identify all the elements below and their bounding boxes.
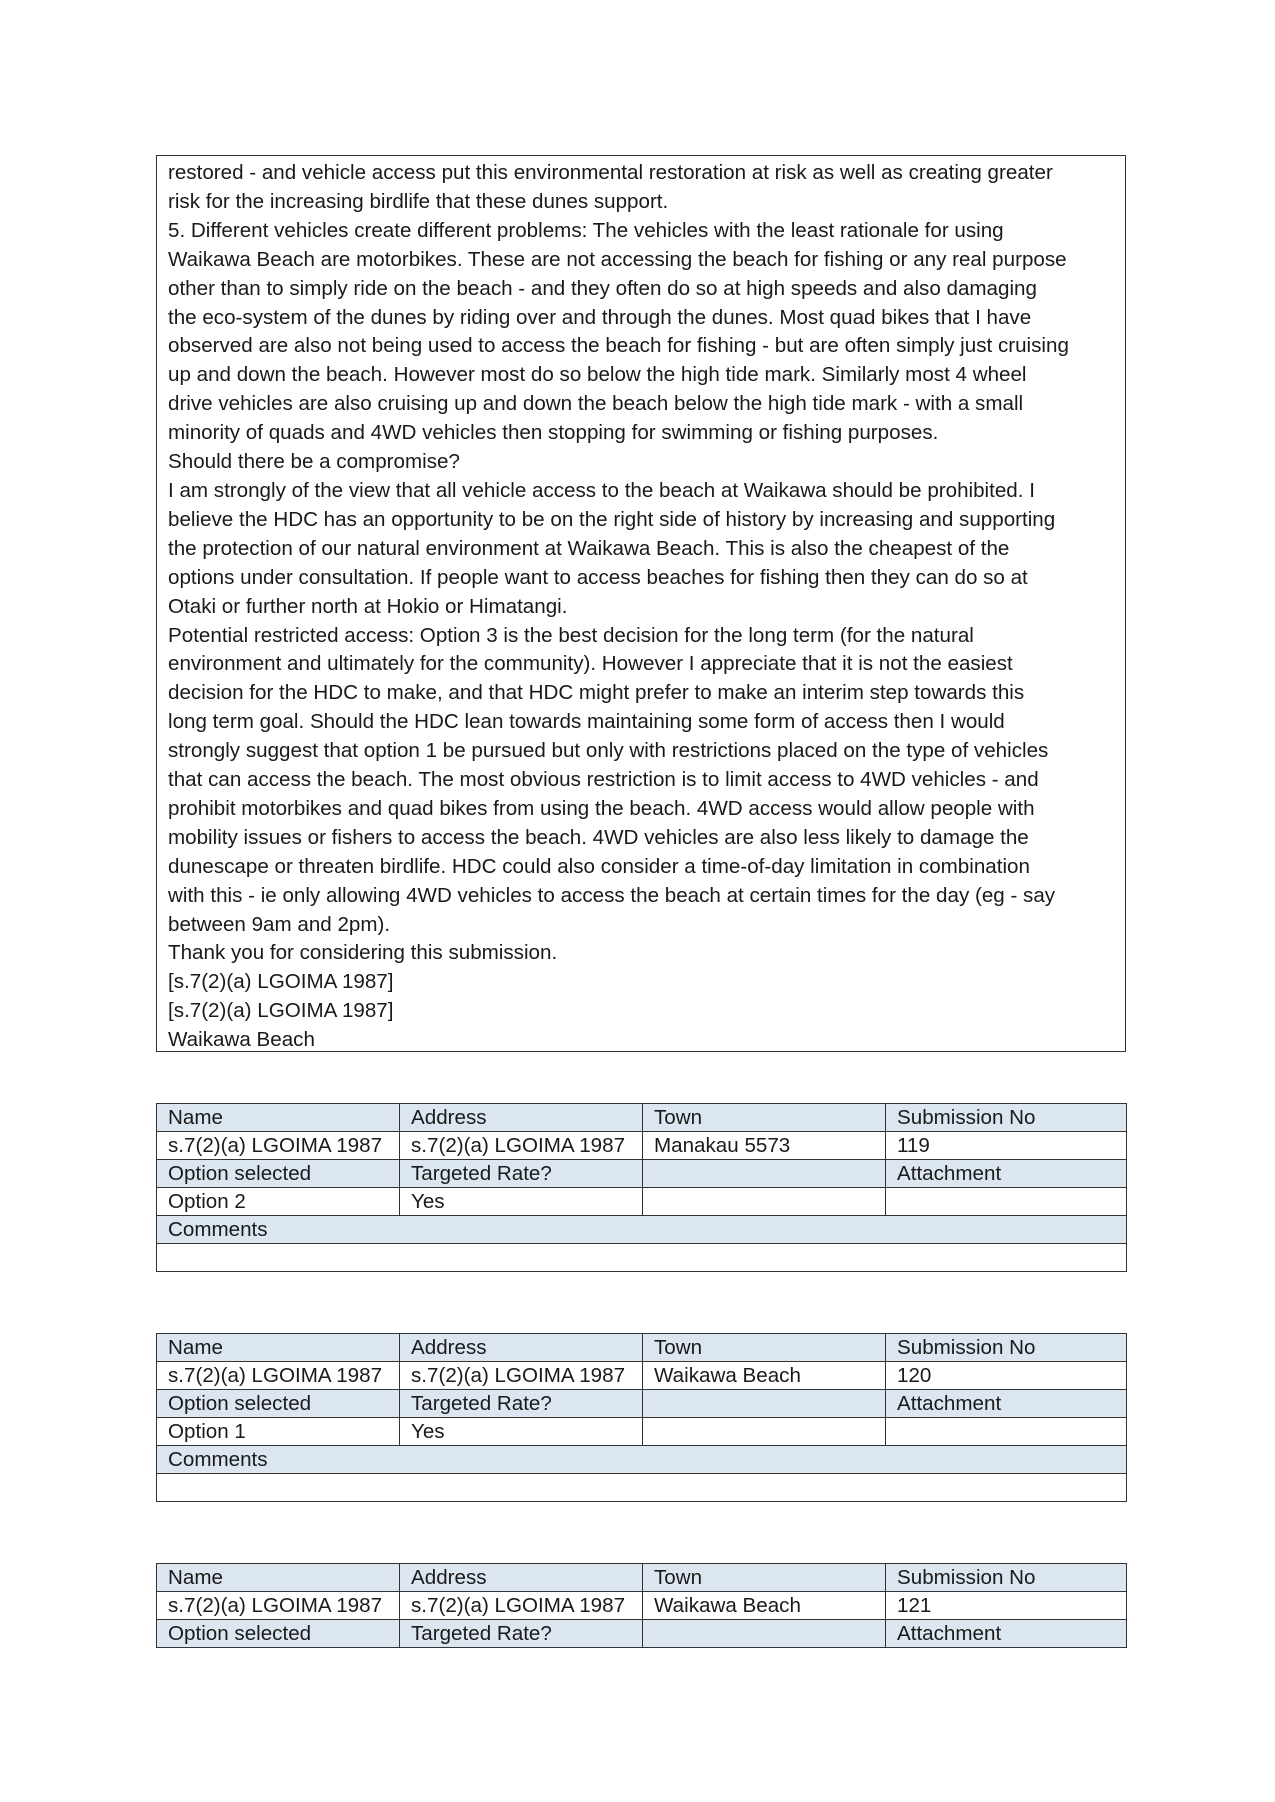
comment-line: Waikawa Beach are motorbikes. These are not accessing the beach for fishing or any real purpose [168, 247, 1067, 271]
comments-value [157, 1474, 1127, 1502]
targeted-rate-label: Targeted Rate? [400, 1160, 643, 1188]
comment-line: believe the HDC has an opportunity to be on the right side of history by increasing and supporting [168, 507, 1056, 531]
details-row [157, 1132, 1127, 1160]
comment-line: 5. Different vehicles create different problems: The vehicles with the least rationale for using [168, 218, 1004, 242]
town-value: Waikawa Beach [643, 1592, 886, 1620]
submission-no-value: 121 [886, 1592, 1127, 1620]
comments-row [157, 1474, 1127, 1502]
town-value: Waikawa Beach [643, 1362, 886, 1390]
comment-line: mobility issues or fishers to access the beach. 4WD vehicles are also less likely to damage the [168, 825, 1029, 849]
name-label: Name [157, 1334, 400, 1362]
options-header-row [157, 1160, 1127, 1188]
submission-no-label: Submission No [886, 1564, 1127, 1592]
attachment-value [886, 1418, 1127, 1446]
comment-line: observed are also not being used to access the beach for fishing - but are often simply just cruising [168, 334, 1069, 358]
town-label: Town [643, 1104, 886, 1132]
comment-line: I am strongly of the view that all vehicle access to the beach at Waikawa should be prohibited. I [168, 478, 1035, 502]
options-row [157, 1188, 1127, 1216]
comment-line: Waikawa Beach [168, 1028, 315, 1052]
options-row [157, 1418, 1127, 1446]
submission-table-121 [156, 1563, 1127, 1648]
options-header-row [157, 1390, 1127, 1418]
name-label: Name [157, 1564, 400, 1592]
empty-cell [643, 1160, 886, 1188]
option-selected-label: Option selected [157, 1620, 400, 1648]
empty-cell [400, 1446, 643, 1474]
address-value: s.7(2)(a) LGOIMA 1987 [400, 1132, 643, 1160]
town-label: Town [643, 1564, 886, 1592]
targeted-rate-label: Targeted Rate? [400, 1390, 643, 1418]
comments-header-row [157, 1446, 1127, 1474]
town-label: Town [643, 1334, 886, 1362]
submission-no-label: Submission No [886, 1334, 1127, 1362]
comments-value [157, 1244, 1127, 1272]
comment-line: minority of quads and 4WD vehicles then stopping for swimming or fishing purposes. [168, 421, 939, 445]
empty-cell [886, 1446, 1127, 1474]
details-row [157, 1362, 1127, 1390]
address-label: Address [400, 1104, 643, 1132]
option-value: Option 1 [157, 1418, 400, 1446]
submission-no-label: Submission No [886, 1104, 1127, 1132]
comment-line: risk for the increasing birdlife that these dunes support. [168, 189, 669, 213]
empty-cell [400, 1216, 643, 1244]
comments-row [157, 1244, 1127, 1272]
attachment-label: Attachment [886, 1390, 1127, 1418]
name-value: s.7(2)(a) LGOIMA 1987 [157, 1132, 400, 1160]
option-selected-label: Option selected [157, 1390, 400, 1418]
attachment-value [886, 1188, 1127, 1216]
comment-line: environment and ultimately for the community). However I appreciate that it is not the easiest [168, 652, 1013, 676]
comment-line: the eco-system of the dunes by riding over and through the dunes. Most quad bikes that I have [168, 305, 1032, 329]
address-label: Address [400, 1334, 643, 1362]
comment-line: [s.7(2)(a) LGOIMA 1987] [168, 970, 394, 994]
details-row [157, 1592, 1127, 1620]
comment-line: Potential restricted access: Option 3 is the best decision for the long term (for the natural [168, 623, 974, 647]
submission-no-value: 120 [886, 1362, 1127, 1390]
comment-line: [s.7(2)(a) LGOIMA 1987] [168, 999, 394, 1023]
address-value: s.7(2)(a) LGOIMA 1987 [400, 1592, 643, 1620]
comment-line: restored - and vehicle access put this environmental restoration at risk as well as creating greater [168, 161, 1053, 184]
empty-cell [643, 1390, 886, 1418]
option-selected-label: Option selected [157, 1160, 400, 1188]
name-value: s.7(2)(a) LGOIMA 1987 [157, 1592, 400, 1620]
empty-cell [643, 1446, 886, 1474]
name-value: s.7(2)(a) LGOIMA 1987 [157, 1362, 400, 1390]
comment-line: decision for the HDC to make, and that HDC might prefer to make an interim step towards this [168, 681, 1025, 705]
comment-line: up and down the beach. However most do so below the high tide mark. Similarly most 4 wheel [168, 363, 1027, 387]
town-value: Manakau 5573 [643, 1132, 886, 1160]
empty-cell [643, 1216, 886, 1244]
header-row [157, 1104, 1127, 1132]
comments-header-row [157, 1216, 1127, 1244]
comment-line: Otaki or further north at Hokio or Himatangi. [168, 594, 568, 618]
empty-cell [643, 1620, 886, 1648]
comment-line: strongly suggest that option 1 be pursued but only with restrictions placed on the type of vehicles [168, 739, 1049, 763]
submission-table-120 [156, 1333, 1127, 1502]
comment-line: with this - ie only allowing 4WD vehicles to access the beach at certain times for the day (eg - say [168, 883, 1056, 907]
comment-line: prohibit motorbikes and quad bikes from using the beach. 4WD access would allow people with [168, 796, 1035, 820]
empty-cell [886, 1216, 1127, 1244]
address-label: Address [400, 1564, 643, 1592]
comments-label: Comments [157, 1216, 400, 1244]
comment-line: drive vehicles are also cruising up and down the beach below the high tide mark - with a small [168, 392, 1024, 416]
comment-line: the protection of our natural environment at Waikawa Beach. This is also the cheapest of the [168, 536, 1010, 560]
comment-line: options under consultation. If people want to access beaches for fishing then they can do so at [168, 565, 1028, 589]
attachment-label: Attachment [886, 1620, 1127, 1648]
submission-comment-continued [156, 155, 1126, 1052]
comment-line: Should there be a compromise? [168, 450, 460, 474]
targeted-rate-value: Yes [400, 1418, 643, 1446]
submission-table-119 [156, 1103, 1127, 1272]
header-row [157, 1334, 1127, 1362]
address-value: s.7(2)(a) LGOIMA 1987 [400, 1362, 643, 1390]
empty-cell [643, 1188, 886, 1216]
name-label: Name [157, 1104, 400, 1132]
comments-label: Comments [157, 1446, 400, 1474]
submission-no-value: 119 [886, 1132, 1127, 1160]
comment-line: that can access the beach. The most obvious restriction is to limit access to 4WD vehicles - and [168, 768, 1039, 792]
attachment-label: Attachment [886, 1160, 1127, 1188]
comment-line: dunescape or threaten birdlife. HDC could also consider a time-of-day limitation in combination [168, 854, 1030, 878]
targeted-rate-label: Targeted Rate? [400, 1620, 643, 1648]
option-value: Option 2 [157, 1188, 400, 1216]
targeted-rate-value: Yes [400, 1188, 643, 1216]
comment-line: between 9am and 2pm). [168, 912, 391, 936]
header-row [157, 1564, 1127, 1592]
empty-cell [643, 1418, 886, 1446]
comment-line: long term goal. Should the HDC lean towards maintaining some form of access then I would [168, 710, 1005, 734]
comment-line: other than to simply ride on the beach - and they often do so at high speeds and also damaging [168, 276, 1037, 300]
comment-line: Thank you for considering this submission. [168, 941, 558, 965]
options-header-row [157, 1620, 1127, 1648]
